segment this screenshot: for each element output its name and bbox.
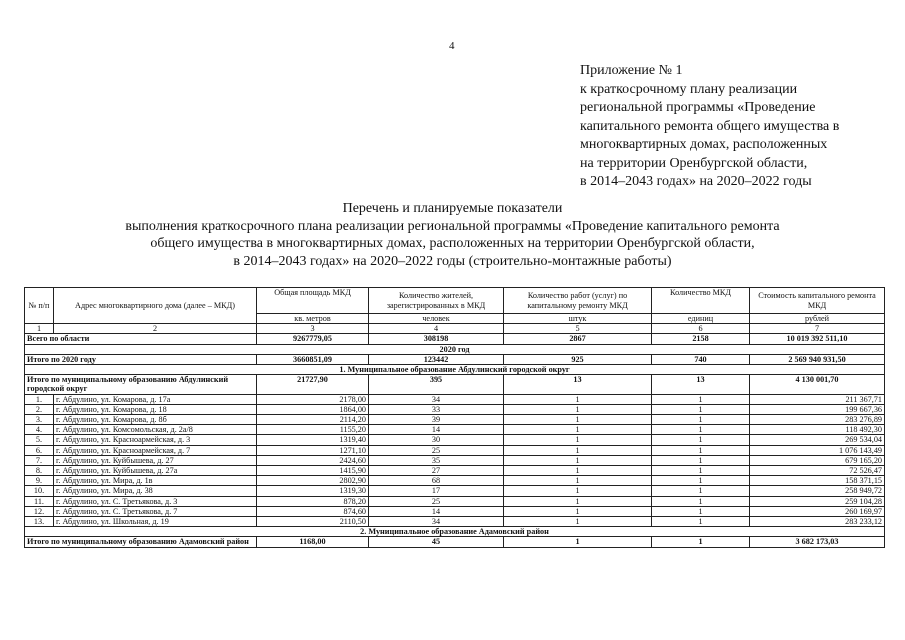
table-row (25, 425, 885, 435)
total-mkd: 2158 (652, 334, 750, 344)
total-cost: 10 019 392 511,10 (750, 334, 885, 344)
total-residents: 308198 (369, 334, 504, 344)
row-cost: 258 949,72 (750, 486, 885, 496)
appendix-line: на территории Оренбургской области, (580, 155, 808, 171)
row-number: 2. (25, 404, 54, 414)
row-mkd: 1 (652, 425, 750, 435)
header-mkd-count: Количество МКД (652, 288, 750, 314)
appendix-line: региональной программы «Проведение (580, 100, 816, 115)
row-cost: 1 076 143,49 (750, 445, 885, 455)
table-row (25, 415, 885, 425)
total-label: Всего по области (25, 334, 257, 344)
table-row (25, 486, 885, 496)
row-cost: 269 534,04 (750, 435, 885, 445)
row-residents: 14 (369, 425, 504, 435)
row-number: 4. (25, 425, 54, 435)
row-area: 874,60 (257, 506, 369, 516)
col-number: 4 (369, 324, 504, 334)
row-mkd: 1 (652, 496, 750, 506)
row-address: г. Абдулино, ул. Мира, д. 1в (54, 476, 257, 486)
total-region-row (25, 334, 885, 344)
row-works: 1 (504, 517, 652, 527)
row-works: 1 (504, 425, 652, 435)
table-row (25, 435, 885, 445)
row-area: 1415,90 (257, 466, 369, 476)
row-address: г. Абдулино, ул. С. Третьякова, д. 7 (54, 506, 257, 516)
year-label: 2020 год (25, 344, 885, 354)
table-row (25, 455, 885, 465)
total-2020-row (25, 354, 885, 364)
header-residents: Количество жителей, зарегистрированных в МКД (369, 288, 504, 314)
appendix-line: капитального ремонта общего имущества в (580, 118, 840, 134)
row-works: 1 (504, 455, 652, 465)
row-number: 9. (25, 476, 54, 486)
row-address: г. Абдулино, ул. Комарова, д. 17а (54, 394, 257, 404)
row-cost: 283 276,89 (750, 415, 885, 425)
header-works: Количество работ (услуг) по капитальному ремонту МКД (504, 288, 652, 314)
section-total-mkd: 1 (652, 537, 750, 547)
section-total-label: Итого по муниципальному образованию Абдулинский городской округ (25, 375, 257, 394)
appendix-line: в 2014–2043 годах» на 2020–2022 годы (580, 174, 812, 189)
row-cost: 211 367,71 (750, 394, 885, 404)
row-area: 2114,20 (257, 415, 369, 425)
row-residents: 33 (369, 404, 504, 414)
section-total-label: Итого по муниципальному образованию Адамовский район (25, 537, 257, 547)
row-cost: 283 233,12 (750, 517, 885, 527)
section-row (25, 527, 885, 537)
section-total-cost: 4 130 001,70 (750, 375, 885, 394)
table-row (25, 466, 885, 476)
row-residents: 27 (369, 466, 504, 476)
section-total-area: 21727,90 (257, 375, 369, 394)
row-works: 1 (504, 466, 652, 476)
row-residents: 25 (369, 496, 504, 506)
row-cost: 158 371,15 (750, 476, 885, 486)
row-residents: 39 (369, 415, 504, 425)
total-area: 3660851,09 (257, 354, 369, 364)
table-row (25, 506, 885, 516)
row-number: 11. (25, 496, 54, 506)
row-residents: 34 (369, 394, 504, 404)
section-total-works: 13 (504, 375, 652, 394)
row-number: 3. (25, 415, 54, 425)
total-works: 925 (504, 354, 652, 364)
row-number: 13. (25, 517, 54, 527)
row-number: 8. (25, 466, 54, 476)
section-total-row (25, 537, 885, 547)
heading-line: общего имущества в многоквартирных домах, расположенных на территории Оренбургской области, (150, 236, 755, 251)
total-area: 9267779,05 (257, 334, 369, 344)
year-row (25, 344, 885, 354)
row-residents: 34 (369, 517, 504, 527)
row-residents: 25 (369, 445, 504, 455)
total-residents: 123442 (369, 354, 504, 364)
page-number: 4 (449, 40, 455, 52)
unit-residents: человек (369, 314, 504, 324)
row-cost: 72 526,47 (750, 466, 885, 476)
row-cost: 679 165,20 (750, 455, 885, 465)
row-area: 2178,00 (257, 394, 369, 404)
row-cost: 260 169,97 (750, 506, 885, 516)
section-total-row (25, 375, 885, 394)
row-works: 1 (504, 506, 652, 516)
col-number: 2 (54, 324, 257, 334)
table-row (25, 404, 885, 414)
table-row (25, 476, 885, 486)
row-works: 1 (504, 415, 652, 425)
heading-line: Перечень и планируемые показатели (342, 201, 563, 216)
row-cost: 259 104,28 (750, 496, 885, 506)
appendix-block (580, 62, 880, 192)
header-cost: Стоимость капитального ремонта МКД (750, 288, 885, 314)
works-table (24, 287, 885, 548)
header-number: № п/п (25, 288, 54, 324)
row-number: 7. (25, 455, 54, 465)
row-mkd: 1 (652, 517, 750, 527)
row-area: 1271,10 (257, 445, 369, 455)
row-works: 1 (504, 445, 652, 455)
col-number: 1 (25, 324, 54, 334)
total-works: 2867 (504, 334, 652, 344)
unit-works: штук (504, 314, 652, 324)
row-number: 5. (25, 435, 54, 445)
row-mkd: 1 (652, 486, 750, 496)
row-works: 1 (504, 496, 652, 506)
row-address: г. Абдулино, ул. Комсомольская, д. 2а/8 (54, 425, 257, 435)
table-row (25, 445, 885, 455)
row-works: 1 (504, 404, 652, 414)
col-number: 3 (257, 324, 369, 334)
row-address: г. Абдулино, ул. Мира, д. 38 (54, 486, 257, 496)
table-row (25, 496, 885, 506)
row-cost: 199 667,36 (750, 404, 885, 414)
row-mkd: 1 (652, 445, 750, 455)
total-mkd: 740 (652, 354, 750, 364)
row-area: 1155,20 (257, 425, 369, 435)
row-address: г. Абдулино, ул. Красноармейская, д. 3 (54, 435, 257, 445)
row-works: 1 (504, 486, 652, 496)
header-area: Общая площадь МКД (257, 288, 369, 314)
row-address: г. Абдулино, ул. С. Третьякова, д. 3 (54, 496, 257, 506)
section-total-cost: 3 682 173,03 (750, 537, 885, 547)
unit-mkd: единиц (652, 314, 750, 324)
section-total-works: 1 (504, 537, 652, 547)
row-area: 878,20 (257, 496, 369, 506)
row-mkd: 1 (652, 476, 750, 486)
section-row (25, 365, 885, 375)
total-label: Итого по 2020 году (25, 354, 257, 364)
row-residents: 14 (369, 506, 504, 516)
row-mkd: 1 (652, 506, 750, 516)
row-residents: 30 (369, 435, 504, 445)
row-mkd: 1 (652, 415, 750, 425)
row-address: г. Абдулино, ул. Красноармейская, д. 7 (54, 445, 257, 455)
heading-line: выполнения краткосрочного плана реализации региональной программы «Проведение капитального ремонта (125, 218, 780, 234)
section-title: 2. Муниципальное образование Адамовский район (25, 527, 885, 537)
row-number: 12. (25, 506, 54, 516)
row-area: 2424,60 (257, 455, 369, 465)
table-row (25, 517, 885, 527)
row-address: г. Абдулино, ул. Куйбышева, д. 27а (54, 466, 257, 476)
row-cost: 118 492,30 (750, 425, 885, 435)
row-mkd: 1 (652, 404, 750, 414)
section-title: 1. Муниципальное образование Абдулинский городской округ (25, 365, 885, 375)
row-address: г. Абдулино, ул. Комарова, д. 8б (54, 415, 257, 425)
row-area: 1319,30 (257, 486, 369, 496)
col-number: 6 (652, 324, 750, 334)
appendix-line: многоквартирных домах, расположенных (580, 137, 828, 152)
row-residents: 68 (369, 476, 504, 486)
row-mkd: 1 (652, 435, 750, 445)
row-mkd: 1 (652, 394, 750, 404)
row-mkd: 1 (652, 466, 750, 476)
row-address: г. Абдулино, ул. Школьная, д. 19 (54, 517, 257, 527)
section-total-area: 1168,00 (257, 537, 369, 547)
row-area: 1319,40 (257, 435, 369, 445)
row-works: 1 (504, 435, 652, 445)
row-works: 1 (504, 394, 652, 404)
unit-cost: рублей (750, 314, 885, 324)
row-address: г. Абдулино, ул. Куйбышева, д. 27 (54, 455, 257, 465)
row-address: г. Абдулино, ул. Комарова, д. 18 (54, 404, 257, 414)
row-area: 1864,00 (257, 404, 369, 414)
row-mkd: 1 (652, 455, 750, 465)
col-number: 7 (750, 324, 885, 334)
row-residents: 17 (369, 486, 504, 496)
row-residents: 35 (369, 455, 504, 465)
row-number: 10. (25, 486, 54, 496)
unit-area: кв. метров (257, 314, 369, 324)
section-total-mkd: 13 (652, 375, 750, 394)
appendix-line: к краткосрочному плану реализации (580, 81, 798, 97)
total-cost: 2 569 940 931,50 (750, 354, 885, 364)
row-area: 2802,90 (257, 476, 369, 486)
section-total-residents: 45 (369, 537, 504, 547)
appendix-line: Приложение № 1 (580, 63, 683, 78)
row-number: 1. (25, 394, 54, 404)
heading-line: в 2014–2043 годах» на 2020–2022 годы (строительно-монтажные работы) (233, 253, 672, 269)
header-address: Адрес многоквартирного дома (далее – МКД) (54, 288, 257, 324)
col-number: 5 (504, 324, 652, 334)
row-works: 1 (504, 476, 652, 486)
row-number: 6. (25, 445, 54, 455)
section-total-residents: 395 (369, 375, 504, 394)
table-row (25, 394, 885, 404)
document-heading (0, 200, 905, 270)
row-area: 2110,50 (257, 517, 369, 527)
